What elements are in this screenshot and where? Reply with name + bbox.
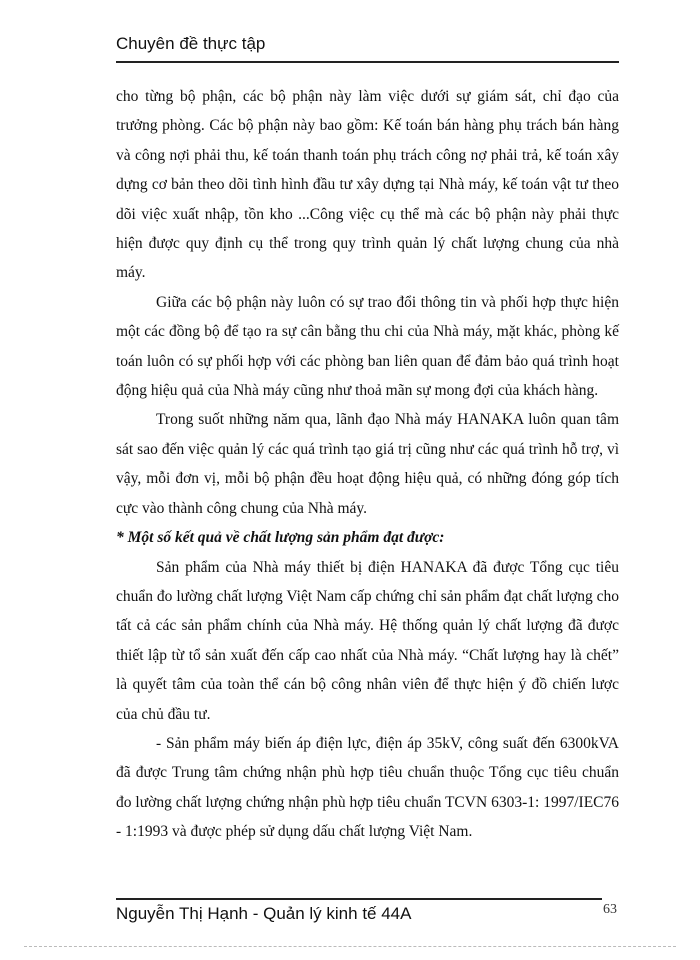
paragraph: - Sản phẩm máy biến áp điện lực, điện áp 35kV, công suất đến 6300kVA đã được Trung tâm chứng nhận phù hợp tiêu chuẩn thuộc Tổng cục tiêu chuẩn đo lường chất lượng chứng nhận phù hợp tiêu chuẩn TCVN 6303-1: 1997/IEC76 - 1:1993 và được phép sử dụng dấu chất lượng Việt Nam. (116, 734, 619, 841)
section-heading: * Một số kết quả về chất lượng sản phẩm đạt được: (116, 529, 445, 547)
page-header-title: Chuyên đề thực tập (116, 34, 266, 53)
paragraph: Giữa các bộ phận này luôn có sự trao đổi thông tin và phối hợp thực hiện một các đồng bộ để tạo ra sự cân bằng thu chi của Nhà máy, mặt khác, phòng kế toán luôn có sự phối hợp với các phòng ban liên quan để đảm bảo quá trình hoạt động hiệu quả của Nhà máy cũng như thoả mãn sự mong đợi của khách hàng. (116, 293, 619, 400)
header-divider (116, 61, 619, 63)
paragraph: Trong suốt những năm qua, lãnh đạo Nhà máy HANAKA luôn quan tâm sát sao đến việc quản lý các quá trình tạo giá trị cũng như các quá trình hỗ trợ, vì vậy, mỗi đơn vị, mỗi bộ phận đều hoạt động hiệu quả, có những đóng góp tích cực vào thành công chung của Nhà máy. (116, 411, 619, 517)
paragraph: cho từng bộ phận, các bộ phận này làm việc dưới sự giám sát, chỉ đạo của trưởng phòng. Các bộ phận này bao gồm: Kế toán bán hàng phụ trách bán hàng và công nợi phải thu, kế toán thanh toán phụ trách công nợ phải trả, kế toán xây dựng cơ bản theo dõi tình hình đầu tư xây dựng tại Nhà máy, kế toán vật tư theo dõi việc xuất nhập, tồn kho ...Công việc cụ thể mà các bộ phận này phải thực hiện được quy định cụ thể trong quy trình quản lý chất lượng chung của nhà máy. (116, 88, 619, 282)
document-body (116, 82, 619, 847)
footer-author: Nguyễn Thị Hạnh - Quản lý kinh tế 44A (116, 904, 412, 923)
paragraph: Sản phẩm của Nhà máy thiết bị điện HANAKA đã được Tổng cục tiêu chuẩn đo lường chất lượng Việt Nam cấp chứng chỉ sản phẩm đạt chất lượng cho tất cả các sản phẩm chính của Nhà máy. Hệ thống quản lý chất lượng đã được thiết lập từ tổ sản xuất đến cấp cao nhất của Nhà máy. “Chất lượng hay là chết” là quyết tâm của toàn thể cán bộ công nhân viên để thực hiện ý đồ chiến lược của chủ đầu tư. (116, 558, 619, 723)
page-number: 63 (603, 902, 617, 917)
footer-divider (116, 898, 602, 900)
page-bottom-border (24, 946, 676, 947)
